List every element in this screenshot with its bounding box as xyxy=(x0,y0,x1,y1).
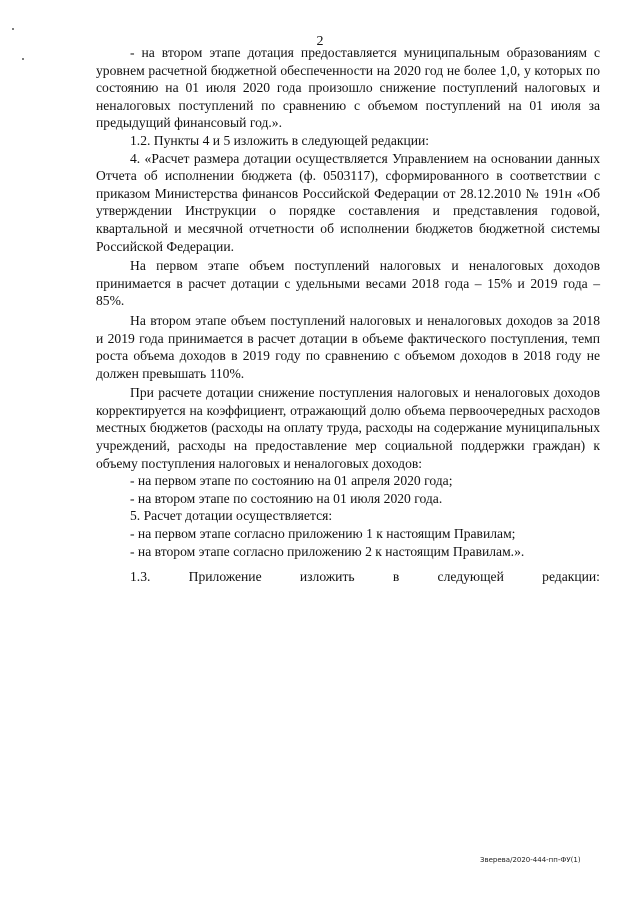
word: в xyxy=(392,569,400,585)
paragraph-first-stage: На первом этапе объем поступлений налоговых и неналоговых доходов принимается в расчет дотации с удельными весами 2018 года – 15% и 2019 года – 85%. xyxy=(96,258,600,309)
paragraph-stage-two-condition: - на втором этапе дотация предоставляется муниципальным образованиям с уровнем расчетной бюджетной обеспеченности на 2020 год не более 1,0, у которых по состоянию на 01 июля 2020 года произошло снижение поступлений налоговых и неналоговых поступлений по сравнению с объемом поступлений на 01 июля за предыдущий финансовый год.». xyxy=(96,45,600,131)
paragraph-point-5: 5. Расчет дотации осуществляется: xyxy=(130,508,333,524)
scan-speck xyxy=(22,58,24,60)
paragraph-point-4: 4. «Расчет размера дотации осуществляется Управлением на основании данных Отчета об исполнении бюджета (ф. 0503117), сформированного в соответствии с приказом Министерства финансов Российской Федерации от 28.12.2010 № 191н «Об утверждении Инструкции о порядке составления и представления годовой, квартальной и месячной отчетности об исполнении бюджетов бюджетной системы Российской Федерации. xyxy=(96,150,600,254)
word: следующей xyxy=(437,569,504,585)
list-item-first-stage-date: - на первом этапе по состоянию на 01 апреля 2020 года; xyxy=(130,473,453,489)
word: Приложение xyxy=(188,569,262,585)
page-number: 2 xyxy=(316,34,324,49)
paragraph-second-stage: На втором этапе объем поступлений налоговых и неналоговых доходов за 2018 и 2019 года принимается в расчет дотации в объеме фактического поступления, темп роста объема доходов в 2019 году по сравнению с объемом доходов в 2018 году не должен превышать 110%. xyxy=(96,312,600,381)
paragraph-1-2: 1.2. Пункты 4 и 5 изложить в следующей редакции: xyxy=(130,132,430,148)
paragraph-1-3 xyxy=(96,568,600,586)
word: редакции: xyxy=(542,569,600,585)
document-footer-code: Зверева/2020-444-пп-ФУ(1) xyxy=(480,856,581,864)
list-item-appendix-1: - на первом этапе согласно приложению 1 к настоящим Правилам; xyxy=(130,526,516,542)
list-item-second-stage-date: - на втором этапе по состоянию на 01 июля 2020 года. xyxy=(130,490,443,506)
word: изложить xyxy=(299,569,355,585)
word: 1.3. xyxy=(130,569,151,585)
document-body xyxy=(96,44,600,586)
paragraph-correction: При расчете дотации снижение поступления налоговых и неналоговых доходов корректируется на коэффициент, отражающий долю объема первоочередных расходов местных бюджетов (расходы на оплату труда, расходы на содержание муниципальных учреждений, расходы на предоставление мер социальной поддержки граждан) к объему поступления налоговых и неналоговых доходов: xyxy=(96,385,600,471)
list-item-appendix-2: - на втором этапе согласно приложению 2 к настоящим Правилам.». xyxy=(130,543,525,559)
scan-speck xyxy=(12,28,14,30)
